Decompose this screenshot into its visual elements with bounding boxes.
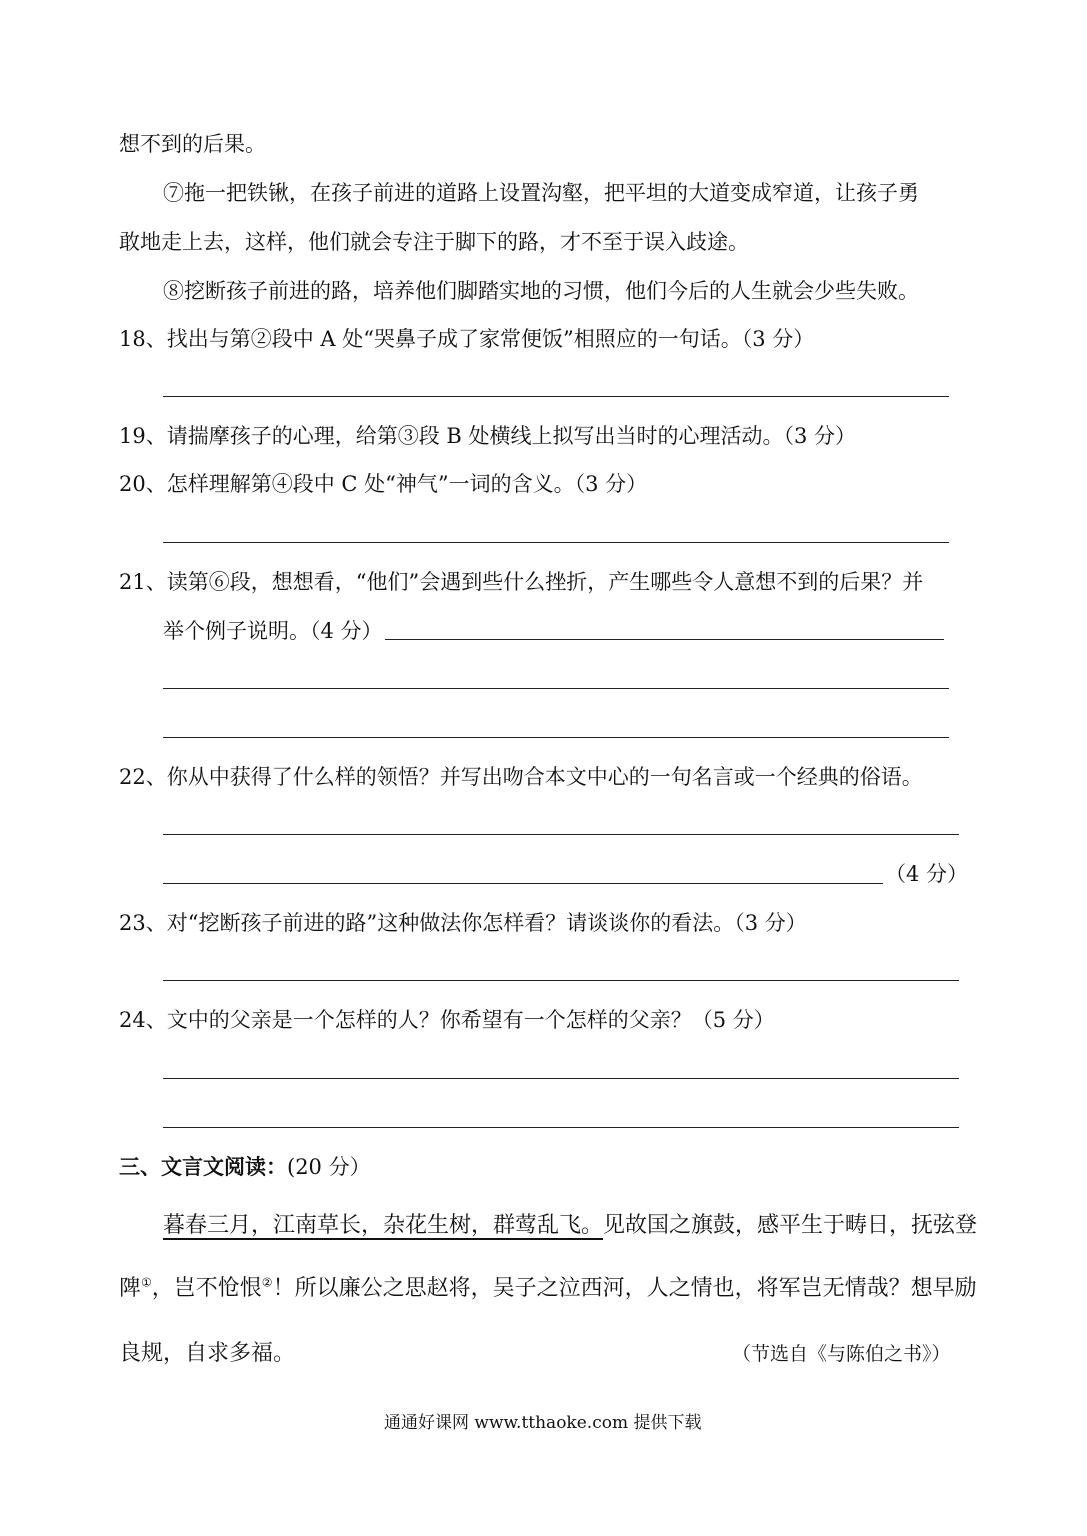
classical-text-underlined: 暮春三月，江南草长，杂花生树，群莺乱飞。 [163, 1213, 604, 1238]
question-21-line2: 举个例子说明。（4 分） [163, 619, 383, 643]
question-20: 20、怎样理解第④段中 C 处“神气”一词的含义。（3 分） [119, 472, 648, 496]
classical-text-line1 [163, 1214, 977, 1238]
page-footer: 通通好课网 www.tthaoke.com 提供下载 [384, 1413, 702, 1433]
question-22-score: （4 分） [885, 862, 969, 886]
classical-text-line2-b: ，岂不怆恨 [151, 1276, 262, 1301]
section3-heading [119, 1155, 371, 1179]
answer-line-q18[interactable] [163, 396, 949, 397]
footnote-marker-1: ① [141, 1275, 152, 1290]
passage-p6-tail: 想不到的后果。 [119, 132, 266, 156]
answer-line-q20[interactable] [163, 542, 949, 543]
answer-line-q23[interactable] [163, 980, 959, 981]
footnote-marker-2: ② [261, 1275, 273, 1290]
classical-text-line2-c: ！所以廉公之思赵将，吴子之泣西河，人之情也，将军岂无情哉？想早励 [272, 1276, 977, 1301]
question-24: 24、文中的父亲是一个怎样的人？你希望有一个怎样的父亲？（5 分） [119, 1008, 775, 1032]
classical-text-line2-a: 陴 [119, 1276, 142, 1301]
question-21-line1: 21、读第⑥段，想想看，“他们”会遇到些什么挫折，产生哪些令人意想不到的后果？并 [119, 570, 924, 594]
answer-line-q24-b[interactable] [163, 1127, 959, 1128]
answer-line-q21-a[interactable] [385, 639, 944, 640]
passage-p8: ⑧挖断孩子前进的路，培养他们脚踏实地的习惯，他们今后的人生就会少些失败。 [163, 279, 919, 303]
classical-text-source: （节选自《与陈伯之书》） [732, 1343, 951, 1365]
passage-p7-line2: 敢地走上去，这样，他们就会专注于脚下的路，才不至于误入歧途。 [119, 230, 749, 254]
classical-text-line3: 良规，自求多福。 [119, 1341, 296, 1366]
answer-line-q21-b[interactable] [163, 688, 949, 689]
section3-heading-score: (20 分） [287, 1155, 371, 1179]
section3-heading-label: 三、文言文阅读： [119, 1155, 287, 1179]
classical-text-line2 [119, 1277, 977, 1301]
question-18: 18、找出与第②段中 A 处“哭鼻子成了家常便饭”相照应的一句话。（3 分） [119, 327, 815, 351]
passage-p7-line1: ⑦拖一把铁锹，在孩子前进的道路上设置沟壑，把平坦的大道变成窄道，让孩子勇 [163, 181, 919, 205]
answer-line-q22-b[interactable] [163, 883, 883, 884]
question-23: 23、对“挖断孩子前进的路”这种做法你怎样看？请谈谈你的看法。（3 分） [119, 911, 807, 935]
answer-line-q21-c[interactable] [163, 737, 949, 738]
question-22: 22、你从中获得了什么样的领悟？并写出吻合本文中心的一句名言或一个经典的俗语。 [119, 765, 923, 789]
answer-line-q22-a[interactable] [163, 834, 959, 835]
answer-line-q24-a[interactable] [163, 1078, 959, 1079]
classical-text-line1-rest: 见故国之旗鼓，感平生于畴日，抚弦登 [603, 1213, 978, 1238]
question-19: 19、请揣摩孩子的心理，给第③段 B 处横线上拟写出当时的心理活动。（3 分） [119, 424, 857, 448]
